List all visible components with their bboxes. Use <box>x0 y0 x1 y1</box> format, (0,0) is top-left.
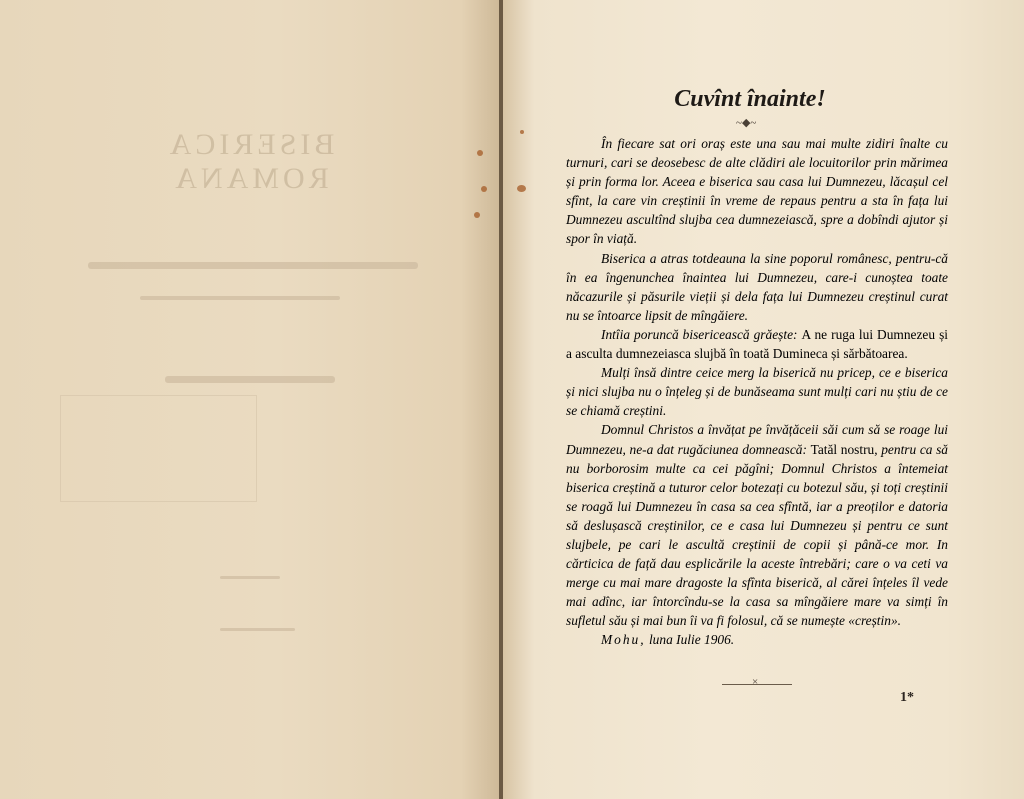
faint-line <box>220 628 295 631</box>
paragraph-church: Biserica a atras totdeauna la sine poporul românesc, pentru-că în ea îngenunchea înaintea lui Dumnezeu, care-i cunoștea toate năcazurile și păsurile vieții și dela fața lui Dumnezeu creștinul curat nu se întoarce lipsit de mîngăiere. <box>566 250 948 323</box>
signature <box>566 630 948 649</box>
commandment-intro: Intîia poruncă bisericească grăește: <box>601 326 798 342</box>
stain-mark <box>474 212 480 218</box>
body-text <box>566 134 948 650</box>
faint-line <box>165 376 335 383</box>
page-number: 1* <box>900 690 914 705</box>
stain-mark <box>517 185 526 192</box>
end-ornament: × <box>752 676 759 688</box>
paragraph-commandment <box>566 325 948 363</box>
stain-mark <box>477 150 483 156</box>
faint-line <box>220 576 280 579</box>
signature-date: luna Iulie 1906. <box>648 632 735 648</box>
left-page <box>0 0 501 799</box>
paragraph-intro: În fiecare sat ori oraș este una sau mai multe zidiri înalte cu turnuri, cari se deosebesc de alte clădiri ale locuitorilor prin mărimea și prin forma lor. Aceea e biserica sau casa lui Dumnezeu, lăcașul cel sfînt, la care vin creștinii în vreme de repaus pentru a sta în fața lui Dumnezeu ascultînd slujba cea dumnezeiască, spre a dobîndi ajutor și spor în viață. <box>566 136 948 247</box>
title-ornament: ~◆~ <box>736 117 757 129</box>
commandment-text: A ne ruga lui Dumnezeu și a asculta dumnezeiasca slujbă în toată Dumineca și sărbătoarea. <box>566 326 949 362</box>
signature-place: Mohu, <box>601 632 646 648</box>
faint-stamp <box>60 395 257 502</box>
faint-line <box>140 296 340 300</box>
tatal-nostru: Tatăl nostru, <box>810 441 878 457</box>
stain-mark <box>520 130 524 134</box>
stain-mark <box>481 186 487 192</box>
paragraph-christ: Domnul Christos a învățat pe învățăceii săi cum să se roage lui Dumnezeu, ne-a dat rugăciunea domnească: Tatăl nostru, pentru ca să nu borborosim multe ca cei păgîni; Domnul Christos a întemeiat biserica creștină a tuturor celor botezați cu botezul său, și toți creștinii se roagă lui Dumnezeu în casa sa cea sfîntă, iar a preoților e datoria să deslușască creștinilor, ce e casa lui Dumnezeu și pentru ce sunt slujbele, pe cari le ascultă creștinii de copii și până-ce mor. In cărticica de față dau esplicările la aceste întrebări; care o va ceti va merge cu mai mare dragoste la sfînta biserică, al cărei înțeles îl vede mai adînc, iar întorcîndu-se la casa sa mîngăiere mare va simți în sufletul său și mai bun îi va fi folosul, că se numește «creștin». <box>566 422 948 629</box>
left-page-faint-title: BISERICA ROMANA <box>165 128 335 195</box>
paragraph-many: Mulți însă dintre ceice merg la biserică nu pricep, ce e biserica și nici slujba nu o înțeleg și de bunăseama sunt mulți cari nu știu de ce se chiamă creștini. <box>566 365 948 419</box>
page-title: Cuvînt înainte! <box>674 86 826 112</box>
faint-line <box>88 262 418 269</box>
